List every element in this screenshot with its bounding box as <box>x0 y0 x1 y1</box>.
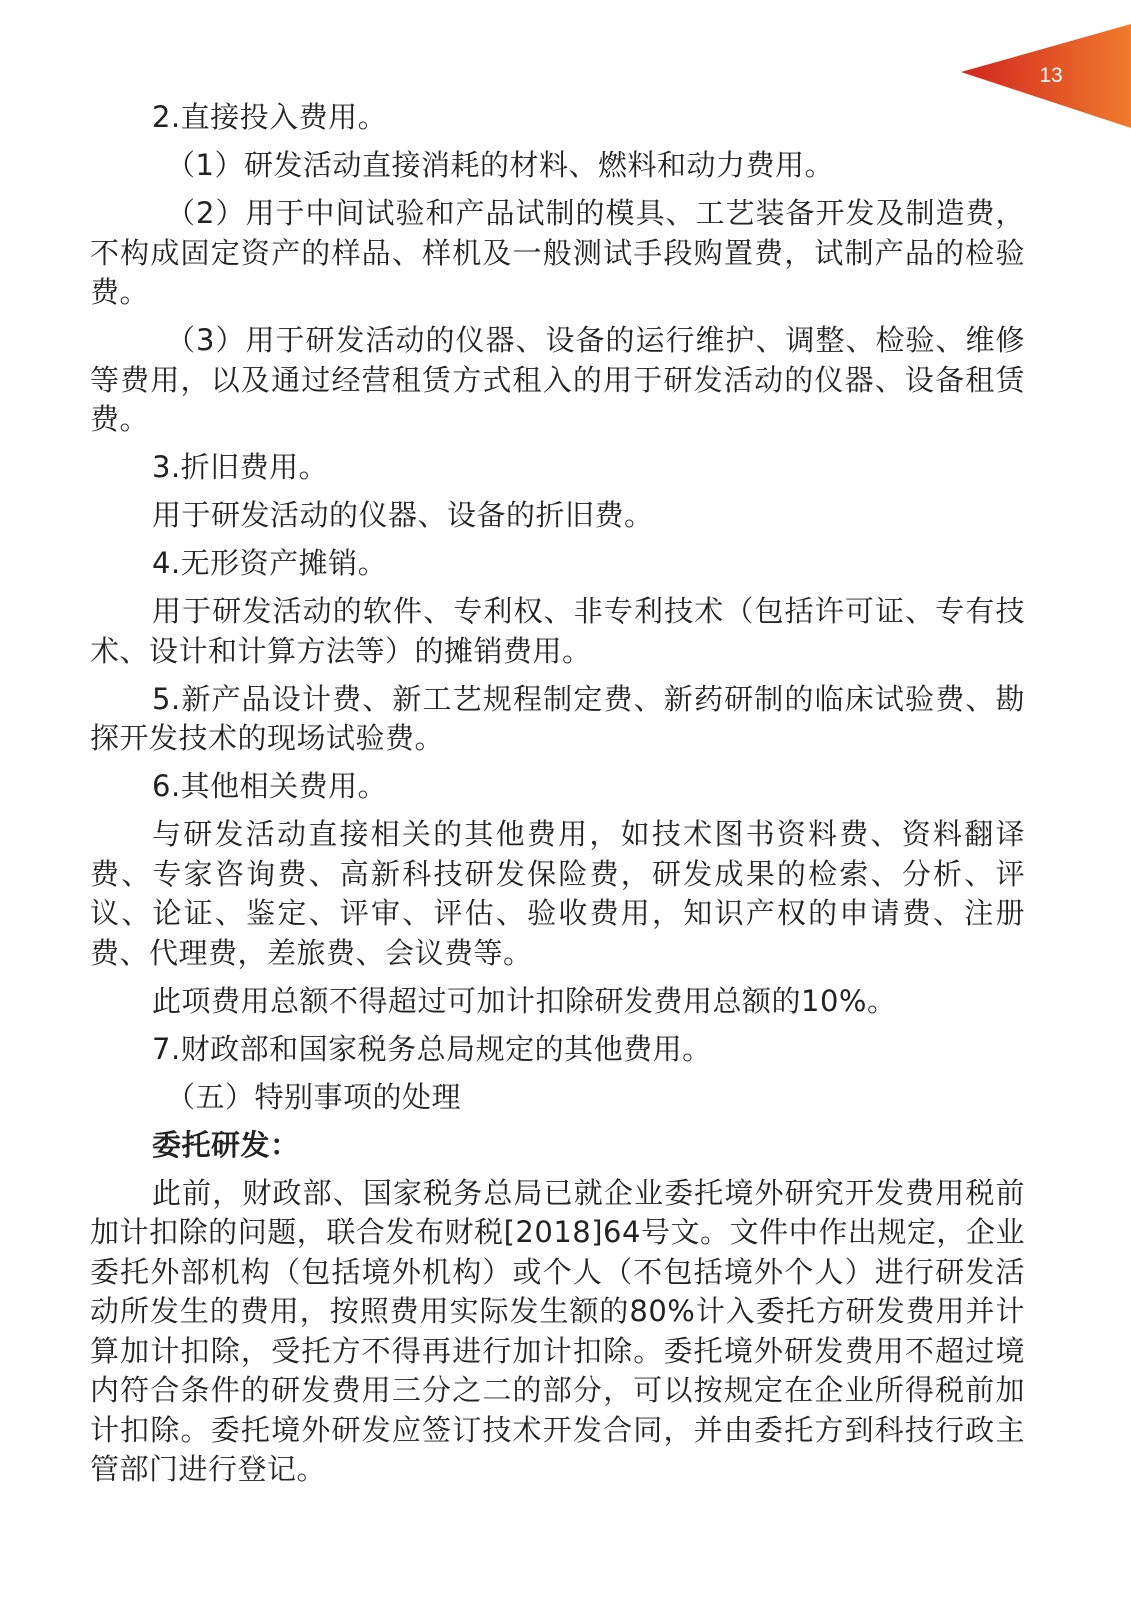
paragraph: 用于研发活动的仪器、设备的折旧费。 <box>152 498 654 532</box>
paragraph: （1）研发活动直接消耗的材料、燃料和动力费用。 <box>166 148 834 182</box>
paragraph: 3.折旧费用。 <box>152 450 329 484</box>
paragraph: 与研发活动直接相关的其他费用，如技术图书资料费、资料翻译费、专家咨询费、高新科技研发保险费，研发成果的检索、分析、评议、论证、鉴定、评审、评估、验收费用，知识产权的申请费、注册费、代理费，差旅费、会议费等。 <box>90 817 1025 970</box>
document-body <box>90 98 1025 1498</box>
paragraph: 4.无形资产摊销。 <box>152 546 388 580</box>
paragraph: 2.直接投入费用。 <box>152 100 388 134</box>
paragraph: 此前，财政部、国家税务总局已就企业委托境外研究开发费用税前加计扣除的问题，联合发布财税[2018]64号文。文件中作出规定，企业委托外部机构（包括境外机构）或个人（不包括境外个人）进行研发活动所发生的费用，按照费用实际发生额的80%计入委托方研发费用并计算加计扣除，受托方不得再进行加计扣除。委托境外研发费用不超过境内符合条件的研发费用三分之二的部分，可以按规定在企业所得税前加计扣除。委托境外研发应签订技术开发合同，并由委托方到科技行政主管部门进行登记。 <box>90 1175 1025 1486</box>
paragraph: 用于研发活动的软件、专利权、非专利技术（包括许可证、专有技术、设计和计算方法等）的摊销费用。 <box>90 594 1025 668</box>
subsection-heading: 委托研发： <box>152 1127 300 1162</box>
paragraph: 7.财政部和国家税务总局规定的其他费用。 <box>152 1031 712 1066</box>
paragraph: （2）用于中间试验和产品试制的模具、工艺装备开发及制造费，不构成固定资产的样品、样机及一般测试手段购置费，试制产品的检验费。 <box>90 196 1025 309</box>
section-heading: （五）特别事项的处理 <box>166 1079 462 1114</box>
paragraph: 5.新产品设计费、新工艺规程制定费、新药研制的临床试验费、勘探开发技术的现场试验费。 <box>90 681 1025 755</box>
page-number: 13 <box>1039 64 1063 87</box>
paragraph: 此项费用总额不得超过可加计扣除研发费用总额的10%。 <box>152 983 897 1018</box>
paragraph: （3）用于研发活动的仪器、设备的运行维护、调整、检验、维修等费用，以及通过经营租赁方式租入的用于研发活动的仪器、设备租赁费。 <box>90 323 1025 436</box>
paragraph: 6.其他相关费用。 <box>152 769 388 803</box>
